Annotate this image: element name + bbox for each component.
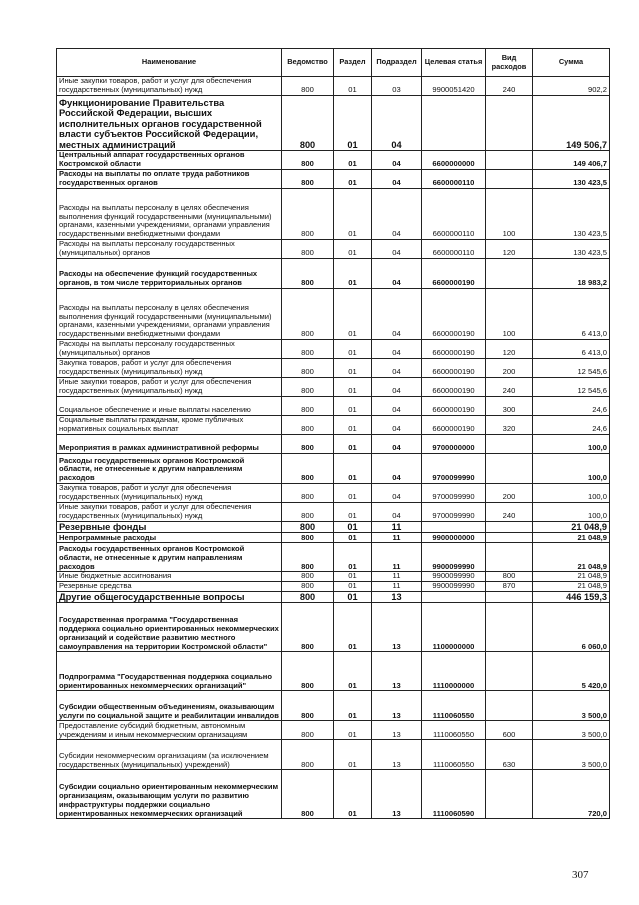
cell-podrazdel: 04 [372, 503, 422, 522]
cell-razdel: 01 [334, 582, 372, 592]
cell-podrazdel: 11 [372, 522, 422, 533]
cell-summa: 130 423,5 [533, 189, 610, 240]
cell-name: Иные закупки товаров, работ и услуг для обеспечения государственных (муниципальных) нужд [57, 503, 282, 522]
cell-name: Иные бюджетные ассигнования [57, 572, 282, 582]
cell-vid-rashodov: 800 [486, 572, 533, 582]
cell-celevaya-statya: 6600000190 [422, 340, 486, 359]
cell-razdel: 01 [334, 740, 372, 770]
cell-name: Резервные средства [57, 582, 282, 592]
cell-razdel: 01 [334, 770, 372, 819]
cell-razdel: 01 [334, 592, 372, 603]
cell-celevaya-statya [422, 522, 486, 533]
header-razdel: Раздел [334, 49, 372, 77]
cell-vedomstvo: 800 [282, 170, 334, 189]
cell-celevaya-statya: 6600000190 [422, 416, 486, 435]
table-row [57, 340, 610, 359]
cell-razdel: 01 [334, 522, 372, 533]
cell-celevaya-statya: 9700099990 [422, 503, 486, 522]
cell-name: Субсидии общественным объединениям, оказывающим услуги по социальной защите и реабилитации инвалидов [57, 691, 282, 721]
cell-celevaya-statya: 6600000110 [422, 240, 486, 259]
cell-vid-rashodov [486, 543, 533, 572]
cell-vid-rashodov: 100 [486, 189, 533, 240]
cell-razdel: 01 [334, 259, 372, 289]
cell-summa: 720,0 [533, 770, 610, 819]
cell-razdel: 01 [334, 96, 372, 151]
cell-podrazdel: 13 [372, 652, 422, 691]
cell-vid-rashodov: 600 [486, 721, 533, 740]
page-number: 307 [572, 869, 589, 881]
table-row [57, 359, 610, 378]
cell-summa: 100,0 [533, 435, 610, 454]
cell-vid-rashodov: 300 [486, 397, 533, 416]
table-row [57, 503, 610, 522]
table-row [57, 770, 610, 819]
table-row [57, 652, 610, 691]
cell-podrazdel: 13 [372, 592, 422, 603]
cell-razdel: 01 [334, 378, 372, 397]
cell-razdel: 01 [334, 416, 372, 435]
cell-summa: 6 413,0 [533, 289, 610, 340]
cell-summa: 12 545,6 [533, 359, 610, 378]
table-row [57, 484, 610, 503]
cell-podrazdel: 04 [372, 484, 422, 503]
cell-name: Резервные фонды [57, 522, 282, 533]
cell-vid-rashodov [486, 435, 533, 454]
header-name: Наименование [57, 49, 282, 77]
table-row [57, 259, 610, 289]
cell-summa: 18 983,2 [533, 259, 610, 289]
cell-celevaya-statya [422, 592, 486, 603]
cell-summa: 12 545,6 [533, 378, 610, 397]
cell-vid-rashodov [486, 454, 533, 484]
table-row [57, 151, 610, 170]
cell-vid-rashodov [486, 96, 533, 151]
cell-celevaya-statya: 6600000190 [422, 359, 486, 378]
cell-razdel: 01 [334, 454, 372, 484]
cell-summa: 446 159,3 [533, 592, 610, 603]
cell-vid-rashodov [486, 151, 533, 170]
table-row [57, 397, 610, 416]
cell-podrazdel: 11 [372, 533, 422, 543]
cell-podrazdel: 13 [372, 740, 422, 770]
cell-vid-rashodov: 100 [486, 289, 533, 340]
cell-summa: 3 500,0 [533, 691, 610, 721]
cell-summa: 21 048,9 [533, 522, 610, 533]
cell-vid-rashodov [486, 170, 533, 189]
cell-razdel: 01 [334, 189, 372, 240]
cell-vedomstvo: 800 [282, 770, 334, 819]
cell-vedomstvo: 800 [282, 740, 334, 770]
cell-podrazdel: 11 [372, 582, 422, 592]
cell-vid-rashodov: 200 [486, 484, 533, 503]
table-row [57, 170, 610, 189]
cell-vid-rashodov [486, 533, 533, 543]
cell-summa: 100,0 [533, 484, 610, 503]
cell-name: Социальное обеспечение и иные выплаты населению [57, 397, 282, 416]
cell-celevaya-statya: 9900099990 [422, 543, 486, 572]
cell-vid-rashodov: 120 [486, 240, 533, 259]
cell-podrazdel: 04 [372, 151, 422, 170]
cell-vedomstvo: 800 [282, 240, 334, 259]
cell-vedomstvo: 800 [282, 592, 334, 603]
cell-celevaya-statya: 1110060550 [422, 691, 486, 721]
table-row [57, 416, 610, 435]
cell-summa: 24,6 [533, 416, 610, 435]
header-vedomstvo: Ведомство [282, 49, 334, 77]
cell-summa: 3 500,0 [533, 721, 610, 740]
table-row [57, 240, 610, 259]
cell-celevaya-statya [422, 96, 486, 151]
cell-name: Иные закупки товаров, работ и услуг для обеспечения государственных (муниципальных) нужд [57, 77, 282, 96]
cell-name: Функционирование Правительства Российской Федерации, высших исполнительных органов государственной власти субъектов Российской Федерации, местных администраций [57, 96, 282, 151]
cell-podrazdel: 11 [372, 572, 422, 582]
cell-name: Субсидии некоммерческим организациям (за исключением государственных (муниципальных) учреждений) [57, 740, 282, 770]
cell-razdel: 01 [334, 533, 372, 543]
cell-razdel: 01 [334, 652, 372, 691]
cell-razdel: 01 [334, 240, 372, 259]
table-row [57, 454, 610, 484]
cell-podrazdel: 13 [372, 721, 422, 740]
cell-razdel: 01 [334, 603, 372, 652]
table-row [57, 435, 610, 454]
cell-razdel: 01 [334, 435, 372, 454]
cell-name: Закупка товаров, работ и услуг для обеспечения государственных (муниципальных) нужд [57, 359, 282, 378]
cell-summa: 100,0 [533, 454, 610, 484]
budget-table [56, 48, 610, 819]
cell-summa: 21 048,9 [533, 572, 610, 582]
cell-summa: 3 500,0 [533, 740, 610, 770]
cell-summa: 5 420,0 [533, 652, 610, 691]
cell-vid-rashodov [486, 522, 533, 533]
cell-razdel: 01 [334, 543, 372, 572]
cell-podrazdel: 04 [372, 259, 422, 289]
table-row [57, 603, 610, 652]
cell-celevaya-statya: 6600000190 [422, 378, 486, 397]
cell-vedomstvo: 800 [282, 96, 334, 151]
table-body [57, 77, 610, 819]
cell-name: Подпрограмма "Государственная поддержка социально ориентированных некоммерческих организаций" [57, 652, 282, 691]
cell-vid-rashodov: 240 [486, 503, 533, 522]
cell-celevaya-statya: 6600000190 [422, 289, 486, 340]
cell-vedomstvo: 800 [282, 572, 334, 582]
header-podrazdel: Подраздел [372, 49, 422, 77]
cell-vid-rashodov: 320 [486, 416, 533, 435]
cell-celevaya-statya: 1110060590 [422, 770, 486, 819]
cell-summa: 100,0 [533, 503, 610, 522]
cell-name: Расходы государственных органов Костромской области, не отнесенные к другим направлениям расходов [57, 454, 282, 484]
cell-name: Мероприятия в рамках административной реформы [57, 435, 282, 454]
table-row [57, 96, 610, 151]
cell-celevaya-statya: 6600000000 [422, 151, 486, 170]
cell-vedomstvo: 800 [282, 77, 334, 96]
cell-name: Субсидии социально ориентированным некоммерческим организациям, оказывающим услуги по развитию инфраструктуры поддержки социально ориентированных некоммерческих организаций [57, 770, 282, 819]
cell-razdel: 01 [334, 572, 372, 582]
table-row [57, 592, 610, 603]
cell-podrazdel: 03 [372, 77, 422, 96]
cell-vedomstvo: 800 [282, 582, 334, 592]
table-row [57, 77, 610, 96]
cell-podrazdel: 04 [372, 189, 422, 240]
table-row [57, 582, 610, 592]
cell-podrazdel: 04 [372, 289, 422, 340]
cell-summa: 21 048,9 [533, 533, 610, 543]
cell-vedomstvo: 800 [282, 259, 334, 289]
table-row [57, 378, 610, 397]
cell-vedomstvo: 800 [282, 603, 334, 652]
cell-vedomstvo: 800 [282, 397, 334, 416]
cell-celevaya-statya: 6600000110 [422, 170, 486, 189]
cell-summa: 902,2 [533, 77, 610, 96]
cell-vedomstvo: 800 [282, 721, 334, 740]
table-row [57, 691, 610, 721]
cell-summa: 21 048,9 [533, 543, 610, 572]
cell-celevaya-statya: 9900051420 [422, 77, 486, 96]
cell-name: Государственная программа "Государственная поддержка социально ориентированных некоммерческих организаций и содействие развитию местного самоуправления на территории Костромской области" [57, 603, 282, 652]
cell-celevaya-statya: 9900099990 [422, 572, 486, 582]
cell-vedomstvo: 800 [282, 691, 334, 721]
cell-vedomstvo: 800 [282, 533, 334, 543]
cell-vid-rashodov: 200 [486, 359, 533, 378]
cell-celevaya-statya: 1110060550 [422, 721, 486, 740]
cell-razdel: 01 [334, 359, 372, 378]
cell-razdel: 01 [334, 151, 372, 170]
table-row [57, 572, 610, 582]
cell-vid-rashodov [486, 691, 533, 721]
cell-vid-rashodov: 120 [486, 340, 533, 359]
cell-vid-rashodov [486, 770, 533, 819]
cell-razdel: 01 [334, 503, 372, 522]
cell-name: Иные закупки товаров, работ и услуг для обеспечения государственных (муниципальных) нужд [57, 378, 282, 397]
cell-summa: 149 406,7 [533, 151, 610, 170]
cell-vedomstvo: 800 [282, 435, 334, 454]
cell-name: Расходы на выплаты персоналу в целях обеспечения выполнения функций государственными (муниципальными) органами, казенными учреждениями, органами управления государственными внебюджетными фондами [57, 189, 282, 240]
cell-vedomstvo: 800 [282, 416, 334, 435]
cell-celevaya-statya: 6600000190 [422, 259, 486, 289]
cell-podrazdel: 04 [372, 240, 422, 259]
cell-razdel: 01 [334, 721, 372, 740]
cell-name: Расходы на обеспечение функций государственных органов, в том числе территориальных органов [57, 259, 282, 289]
cell-vid-rashodov: 240 [486, 77, 533, 96]
cell-celevaya-statya: 9900099990 [422, 582, 486, 592]
cell-razdel: 01 [334, 484, 372, 503]
cell-name: Предоставление субсидий бюджетным, автономным учреждениям и иным некоммерческим организациям [57, 721, 282, 740]
table-row [57, 189, 610, 240]
cell-vedomstvo: 800 [282, 454, 334, 484]
cell-name: Закупка товаров, работ и услуг для обеспечения государственных (муниципальных) нужд [57, 484, 282, 503]
header-vid-rashodov: Вид расходов [486, 49, 533, 77]
cell-podrazdel: 11 [372, 543, 422, 572]
cell-name: Другие общегосударственные вопросы [57, 592, 282, 603]
cell-podrazdel: 04 [372, 416, 422, 435]
cell-celevaya-statya: 6600000110 [422, 189, 486, 240]
table-row [57, 533, 610, 543]
cell-podrazdel: 13 [372, 770, 422, 819]
cell-podrazdel: 04 [372, 378, 422, 397]
cell-vedomstvo: 800 [282, 151, 334, 170]
table-header-row [57, 49, 610, 77]
cell-summa: 149 506,7 [533, 96, 610, 151]
cell-podrazdel: 04 [372, 435, 422, 454]
header-celevaya-statya: Целевая статья [422, 49, 486, 77]
cell-podrazdel: 04 [372, 96, 422, 151]
cell-vedomstvo: 800 [282, 543, 334, 572]
cell-celevaya-statya: 1110000000 [422, 652, 486, 691]
cell-vedomstvo: 800 [282, 289, 334, 340]
table-row [57, 289, 610, 340]
cell-name: Расходы на выплаты персоналу государственных (муниципальных) органов [57, 240, 282, 259]
cell-podrazdel: 04 [372, 340, 422, 359]
cell-summa: 130 423,5 [533, 240, 610, 259]
cell-vid-rashodov: 870 [486, 582, 533, 592]
table-row [57, 522, 610, 533]
cell-name: Расходы государственных органов Костромской области, не отнесенные к другим направлениям расходов [57, 543, 282, 572]
cell-vid-rashodov [486, 603, 533, 652]
cell-celevaya-statya: 9900000000 [422, 533, 486, 543]
table-row [57, 740, 610, 770]
cell-summa: 6 413,0 [533, 340, 610, 359]
cell-vedomstvo: 800 [282, 503, 334, 522]
cell-vedomstvo: 800 [282, 484, 334, 503]
cell-vedomstvo: 800 [282, 359, 334, 378]
cell-razdel: 01 [334, 170, 372, 189]
cell-summa: 6 060,0 [533, 603, 610, 652]
cell-celevaya-statya: 6600000190 [422, 397, 486, 416]
cell-vid-rashodov: 240 [486, 378, 533, 397]
cell-vedomstvo: 800 [282, 652, 334, 691]
cell-name: Расходы на выплаты по оплате труда работников государственных органов [57, 170, 282, 189]
cell-podrazdel: 13 [372, 603, 422, 652]
cell-podrazdel: 04 [372, 454, 422, 484]
cell-razdel: 01 [334, 397, 372, 416]
cell-vid-rashodov: 630 [486, 740, 533, 770]
cell-vedomstvo: 800 [282, 378, 334, 397]
cell-razdel: 01 [334, 289, 372, 340]
cell-name: Центральный аппарат государственных органов Костромской области [57, 151, 282, 170]
cell-razdel: 01 [334, 691, 372, 721]
header-summa: Сумма [533, 49, 610, 77]
table-row [57, 721, 610, 740]
cell-name: Непрограммные расходы [57, 533, 282, 543]
cell-celevaya-statya: 9700099990 [422, 454, 486, 484]
cell-vid-rashodov [486, 652, 533, 691]
cell-podrazdel: 04 [372, 359, 422, 378]
cell-name: Расходы на выплаты персоналу государственных (муниципальных) органов [57, 340, 282, 359]
cell-vedomstvo: 800 [282, 189, 334, 240]
cell-podrazdel: 04 [372, 170, 422, 189]
table-row [57, 543, 610, 572]
cell-vedomstvo: 800 [282, 522, 334, 533]
cell-razdel: 01 [334, 77, 372, 96]
cell-vedomstvo: 800 [282, 340, 334, 359]
cell-celevaya-statya: 1110060550 [422, 740, 486, 770]
cell-name: Расходы на выплаты персоналу в целях обеспечения выполнения функций государственными (муниципальными) органами, казенными учреждениями, органами управления государственными внебюджетными фондами [57, 289, 282, 340]
cell-razdel: 01 [334, 340, 372, 359]
cell-summa: 24,6 [533, 397, 610, 416]
cell-podrazdel: 04 [372, 397, 422, 416]
cell-summa: 21 048,9 [533, 582, 610, 592]
cell-celevaya-statya: 1100000000 [422, 603, 486, 652]
cell-podrazdel: 13 [372, 691, 422, 721]
cell-celevaya-statya: 9700099990 [422, 484, 486, 503]
cell-vid-rashodov [486, 259, 533, 289]
cell-summa: 130 423,5 [533, 170, 610, 189]
cell-name: Социальные выплаты гражданам, кроме публичных нормативных социальных выплат [57, 416, 282, 435]
cell-vid-rashodov [486, 592, 533, 603]
cell-celevaya-statya: 9700000000 [422, 435, 486, 454]
